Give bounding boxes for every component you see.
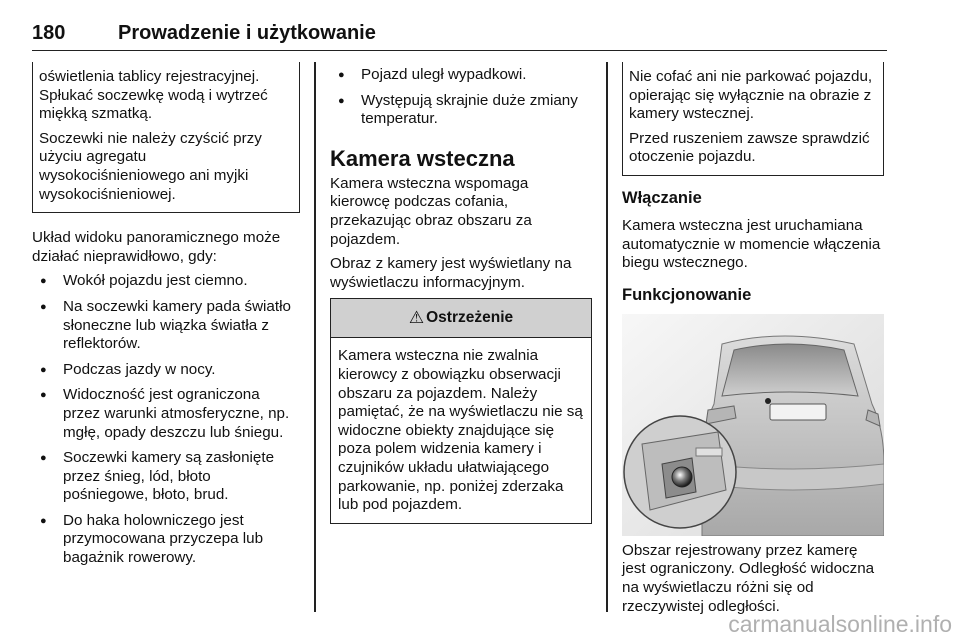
list-item: ● Wokół pojazdu jest ciemno. [32,272,300,291]
warning-text: Kamera wsteczna nie zwalnia kierowcy z obowiązku obserwacji obszaru za pojazdem. Należy pamiętać, że na wyświetlaczu nie są widoczne obiekty znajdujące się poza polem widzenia kamery i czujników układu ułatwiającego parkowanie, np. poniżej zderzaka lub pod pojazdem. [338,347,583,514]
paragraph: Kamera wsteczna jest uruchamiana automatycznie w momencie włączenia biegu wstecznego. [622,216,881,272]
intro-text: Układ widoku panoramicznego może działać nieprawidłowo, gdy: [32,229,281,265]
column-2 [330,66,592,524]
column-1 [32,62,300,575]
chapter-title: Prowadzenie i użytkowanie [118,22,376,44]
page-number: 180 [32,22,66,44]
condition-list-continued [330,66,592,129]
warning-box [330,298,592,523]
paragraph: Obszar rejestrowany przez kamerę jest ograniczony. Odległość widoczna na wyświetlaczu różni się od rzeczywistej odległości. [622,541,875,615]
note-paragraph: Nie cofać ani nie parkować pojazdu, opierając się wyłącznie na obrazie z kamery wstecznej. [629,68,873,123]
subheading-switching-on: Włączanie [622,188,702,207]
paragraph: Obraz z kamery jest wyświetlany na wyświetlaczu informacyjnym. [330,255,572,291]
warning-title: Ostrzeżenie [426,309,514,327]
column-divider-1 [314,62,316,612]
page-header [32,14,887,51]
note-paragraph: Przed ruszeniem zawsze sprawdzić otoczenie pojazdu. [629,129,870,166]
paragraph: Kamera wsteczna wspomaga kierowcę podczas cofania, przekazując obraz obszaru za pojazdem. [330,174,532,248]
condition-list [32,272,300,567]
subheading-function: Funkcjonowanie [622,285,752,304]
column-3 [622,62,884,622]
section-heading: Kamera wsteczna [330,145,515,171]
note-paragraph: oświetlenia tablicy rejestracyjnej. Spłukać soczewkę wodą i wytrzeć miękką szmatką. [39,68,268,123]
list-item: ● Soczewki kamery są zasłonięte przez śnieg, lód, błoto pośniegowe, błoto, brud. [32,449,300,505]
warning-header [331,298,591,338]
list-item: ● Podczas jazdy w nocy. [32,361,300,380]
continued-note-box [32,62,300,213]
rear-camera-illustration [622,314,884,536]
list-item: ● Na soczewki kamery pada światło słoneczne lub wiązka światła z reflektorów. [32,298,300,354]
column-divider-2 [606,62,608,612]
warning-body [331,338,591,522]
list-item: ● Do haka holowniczego jest przymocowana przyczepa lub bagażnik rowerowy. [32,512,300,568]
list-item: ● Widoczność jest ograniczona przez warunki atmosferyczne, np. mgłę, opady deszczu lub śniegu. [32,386,300,442]
watermark: carmanualsonline.info [728,611,952,637]
list-item: ● Pojazd uległ wypadkowi. [330,66,592,85]
list-item: ● Występują skrajnie duże zmiany temperatur. [330,92,592,129]
warning-triangle-icon: ⚠ [408,308,425,328]
warning-continued-box [622,62,884,176]
note-paragraph: Soczewki nie należy czyścić przy użyciu agregatu wysokociśnieniowego ani myjki wysokociśnieniowej. [39,129,262,203]
